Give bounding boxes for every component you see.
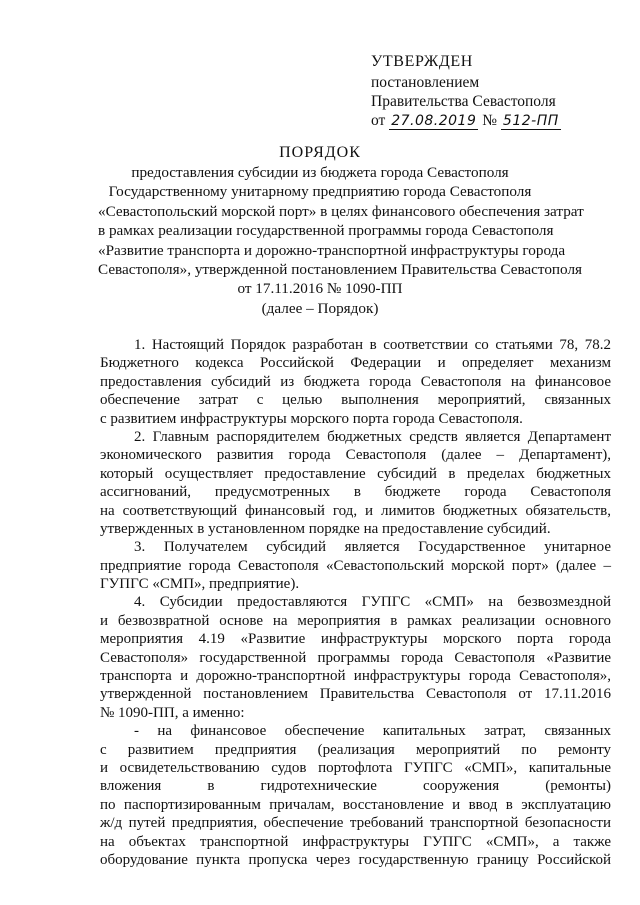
- body-line: и безвозвратной основе на мероприятия в рамках реализации основного: [100, 612, 611, 629]
- body-line: 4. Субсидии предоставляются ГУПГС «СМП» на безвозмездной: [134, 594, 611, 611]
- body-line: обеспечение затрат с целью выполнения мероприятий, связанных: [100, 392, 611, 409]
- body-line: Севастополя» государственной программы города Севастополя «Развитие: [100, 649, 611, 666]
- approval-number-handwritten: 512-ПП: [502, 113, 559, 129]
- body-line: транспорта и дорожно-транспортной инфраструктуры города Севастополя»,: [100, 668, 611, 685]
- body-line: ассигнований, предусмотренных в бюджете города Севастополя: [100, 484, 611, 501]
- approval-date-handwritten: 27.08.2019: [391, 113, 477, 129]
- approval-heading: УТВЕРЖДЕН: [371, 53, 473, 70]
- body-line: 3. Получателем субсидий является Государственное унитарное: [134, 539, 611, 556]
- body-line: экономического развития города Севастополя (далее – Департамент),: [100, 447, 611, 464]
- body-line: мероприятия 4.19 «Развитие инфраструктуры морского порта города: [100, 631, 611, 648]
- body-line: вложения в гидротехнические сооружения (ремонты): [100, 778, 611, 795]
- approval-date-line: [371, 111, 611, 131]
- subtitle-line: предоставления субсидии из бюджета города Севастополя: [131, 164, 509, 181]
- body-line: утвержденной постановлением Правительства Севастополя от 17.11.2016: [100, 686, 611, 703]
- body-line: на соответствующий финансовый год, и лимитов бюджетных обязательств,: [100, 502, 611, 519]
- subtitle-line: (далее – Порядок): [261, 299, 379, 317]
- body-line: на объектах транспортной инфраструктуры ГУПГС «СМП», а также: [100, 833, 611, 850]
- subtitle-line: «Севастопольский морской порт» в целях финансового обеспечения затрат: [98, 202, 584, 220]
- document-body: [100, 336, 611, 869]
- approval-line-1: постановлением: [371, 74, 480, 91]
- body-line: утвержденных в установленном порядке на предоставление субсидий.: [100, 520, 551, 537]
- body-line: с развитием инфраструктуры морского порта города Севастополя.: [100, 410, 523, 427]
- body-line: оборудование пункта пропуска через государственную границу Российской: [100, 851, 611, 868]
- body-line: и освидетельствованию судов портофлота ГУПГС «СМП», капитальные: [100, 759, 611, 776]
- approval-number-sign: №: [482, 112, 498, 129]
- body-line: с развитием предприятия (реализация мероприятий по ремонту: [100, 741, 611, 758]
- body-line: - на финансовое обеспечение капитальных затрат, связанных: [134, 723, 611, 740]
- subtitle-line: Государственному унитарному предприятию города Севастополя: [108, 183, 532, 201]
- body-line: ж/д путей предприятия, обеспечение требований транспортной безопасности: [100, 815, 611, 832]
- approval-stamp: [371, 52, 611, 131]
- body-line: 2. Главным распорядителем бюджетных средств является Департамент: [134, 428, 611, 445]
- subtitle-line: «Развитие транспорта и дорожно-транспортной инфраструктуры города: [98, 241, 566, 259]
- body-line: ГУПГС «СМП», предприятие).: [100, 576, 300, 593]
- subtitle-line: от 17.11.2016 № 1090-ПП: [237, 280, 403, 298]
- body-line: № 1090-ПП, а именно:: [100, 704, 245, 721]
- body-line: предприятие города Севастополя «Севастопольский морской порт» (далее –: [100, 557, 611, 574]
- subtitle-line: Севастополя», утвержденной постановлением Правительства Севастополя: [98, 261, 583, 279]
- document-subtitle: [98, 163, 584, 318]
- approval-date-prefix: от: [371, 112, 386, 129]
- body-line: предоставления субсидий из бюджета города Севастополя на финансовое: [100, 373, 611, 390]
- body-line: по паспортизированным причалам, восстановление и ввод в эксплуатацию: [100, 796, 611, 813]
- approval-line-2: Правительства Севастополя: [371, 93, 556, 110]
- body-line: который осуществляет предоставление субсидий в пределах бюджетных: [100, 465, 611, 482]
- body-line: 1. Настоящий Порядок разработан в соответствии со статьями 78, 78.2: [134, 337, 611, 353]
- document-title: ПОРЯДОК: [279, 144, 361, 161]
- subtitle-line: в рамках реализации государственной программы города Севастополя: [98, 222, 554, 240]
- body-line: Бюджетного кодекса Российской Федерации и определяет механизм: [100, 355, 611, 372]
